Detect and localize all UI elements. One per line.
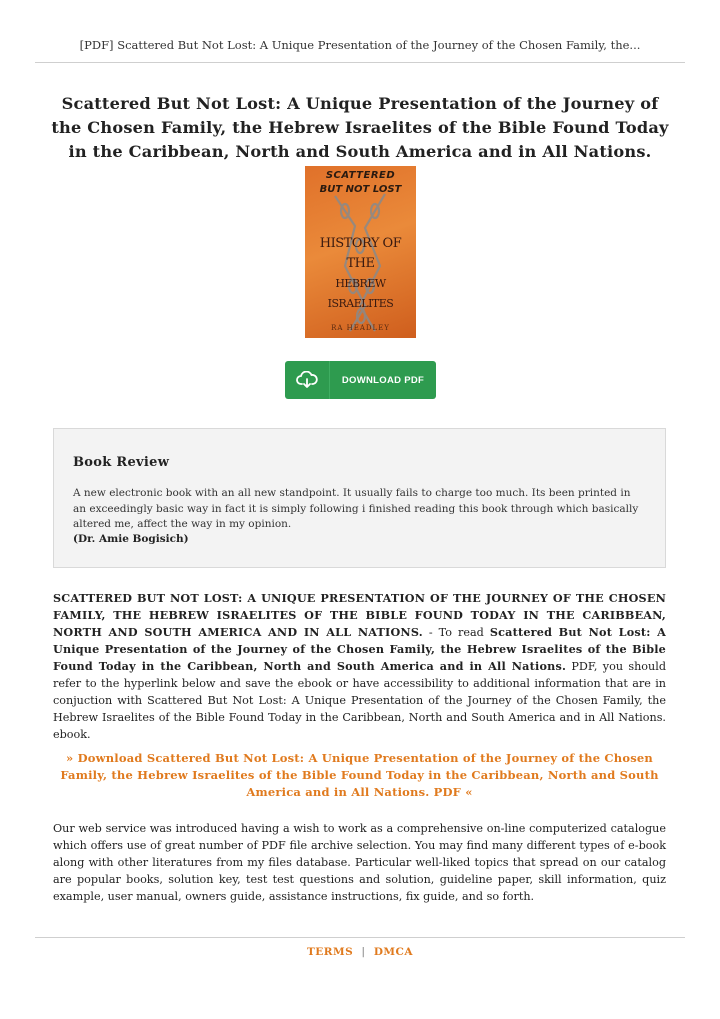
description-to-read: - To read	[422, 626, 490, 639]
cover-subtitle-line1: HISTORY OF THE	[319, 236, 402, 271]
cover-title-line1: SCATTERED	[325, 170, 396, 181]
description-caps-title: SCATTERED BUT NOT LOST: A UNIQUE PRESENTATION OF THE JOURNEY OF THE CHOSEN FAMILY, THE HEBREW ISRAELITES OF THE BIBLE FOUND TODAY IN THE CARIBBEAN, NORTH AND SOUTH AMERICA AND IN ALL NATIONS.	[53, 591, 666, 639]
review-heading: Book Review	[73, 455, 170, 470]
description-paragraph	[53, 590, 666, 743]
page-header: [PDF] Scattered But Not Lost: A Unique Presentation of the Journey of the Chosen Family, the...	[79, 38, 641, 52]
cover-subtitle-line2: HEBREW ISRAELITES	[327, 277, 394, 310]
review-text: A new electronic book with an all new standpoint. It usually fails to charge too much. Its been printed in an exceedingly basic way in fact it is simply following i finished reading this book through which basically altered me, affect the way in my opinion.	[73, 487, 639, 530]
cover-author: RA HEADLEY	[331, 324, 390, 332]
book-review-panel	[53, 428, 666, 568]
dmca-link[interactable]: DMCA	[373, 946, 414, 958]
terms-link[interactable]: TERMS	[306, 946, 354, 958]
review-author: (Dr. Amie Bogisich)	[73, 533, 189, 545]
description-bold-title: Scattered But Not Lost: A Unique Presentation of the Journey of the Chosen Family, the Hebrew Israelites of the Bible Found Today in the Caribbean, North and South America and in All Nations.	[53, 625, 666, 673]
header-divider	[35, 62, 685, 63]
cloud-download-icon	[285, 361, 330, 399]
download-link[interactable]: » Download Scattered But Not Lost: A Unique Presentation of the Journey of the Chosen Family, the Hebrew Israelites of the Bible Found Today in the Caribbean, North and South America and in All Nations. PDF «	[60, 751, 659, 799]
service-paragraph: Our web service was introduced having a wish to work as a comprehensive on-line computerized catalogue which offers use of great number of PDF file archive selection. You may find many different types of e-book along with other literatures from my files database. Particular well-liked topics that spread on our catalog are popular books, solution key, test test questions and solution, guideline paper, skill information, quiz example, user manual, owners guide, assistance instructions, fix guide, and so forth.	[53, 822, 666, 903]
footer-links	[0, 946, 720, 958]
download-pdf-label: DOWNLOAD PDF	[341, 374, 425, 386]
description-rest: PDF, you should refer to the hyperlink below and save the ebook or have accessibility to additional information that are in conjuction with Scattered But Not Lost: A Unique Presentation of the Journey of the Chosen Family, the Hebrew Israelites of the Bible Found Today in the Caribbean, North and South America and in All Nations. ebook.	[53, 660, 666, 741]
book-cover-image	[305, 166, 416, 338]
footer-divider	[35, 937, 685, 938]
cover-subtitle	[305, 234, 416, 314]
cover-title-line2: BUT NOT LOST	[319, 184, 402, 195]
footer-separator: |	[361, 946, 366, 958]
download-pdf-button[interactable]	[285, 361, 436, 399]
page-title: Scattered But Not Lost: A Unique Presentation of the Journey of the Chosen Family, the Hebrew Israelites of the Bible Found Today in the Caribbean, North and South America and in All Nations.	[51, 94, 669, 161]
